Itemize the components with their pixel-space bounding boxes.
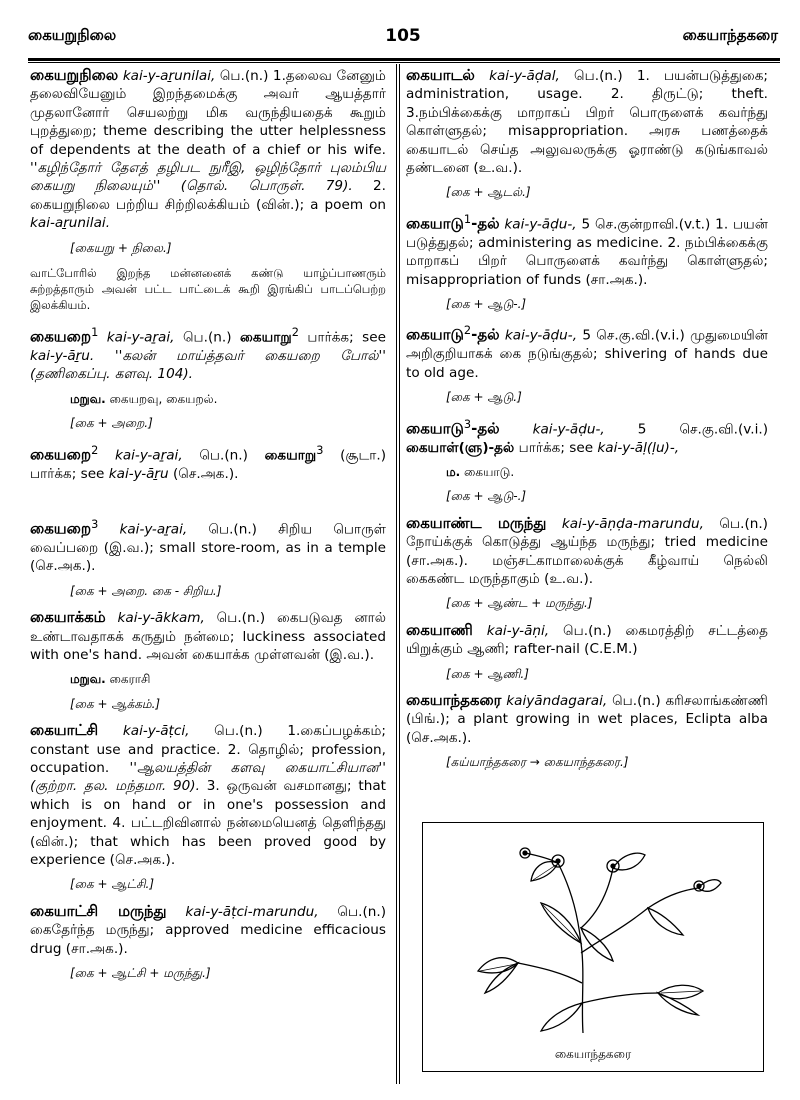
headword: கையாடு (406, 325, 464, 344)
entry-kaiyarai-1 (30, 323, 386, 384)
entry-kaiyanda-marundu (406, 514, 768, 589)
entry-kaiyarunilai (30, 66, 386, 233)
transliteration-ref: kai-y-āṟu. (30, 348, 95, 364)
synonym-label: மறுவ. (70, 391, 106, 406)
entry-kaiyarai-3 (30, 515, 386, 576)
etymology: [கை + ஆடு-.] (446, 297, 527, 311)
headword: கையறுநிலை (30, 66, 119, 84)
definition-2: 2. கையறுநிலை பற்றிய சிற்றிலக்கியம் (வின்.); a poem on (30, 178, 386, 213)
transliteration: kai-y-āṇi, (472, 622, 550, 639)
header-rule-thin (28, 62, 780, 63)
definition: பெ.(n.) கைமரத்திற் சட்டத்தை யிறுக்கும் ஆணி; rafter-nail (C.E.M.) (406, 622, 768, 658)
definition: பெ.(n.) (174, 329, 241, 346)
cross-reference-number: 2 (291, 325, 299, 340)
header-rule (28, 58, 780, 61)
transliteration: kai-y-ākkam, (105, 610, 205, 627)
homograph-number: 1 (463, 211, 472, 226)
right-column (406, 66, 768, 780)
cognate-label: ம. (446, 464, 461, 479)
headword: கையாந்தகரை (406, 690, 502, 709)
cognates (446, 463, 768, 481)
usage-note: வாட்போரில் இறந்த மன்னனைக் கண்டு யாழ்ப்பாணரும் சுற்றத்தாரும் அவன் பட்ட பாட்டைக் கூறி இரங்கிப் பாடப்பெற்ற இலக்கியம். (30, 266, 386, 313)
homograph-number: 2 (91, 442, 99, 457)
definition: பெ.(n.) (182, 447, 265, 464)
headword: கையாடல் (406, 66, 475, 84)
synonym-list: கைராசி (105, 672, 151, 687)
definition: பெ.(n.) சிறிய பொருள் வைப்பறை (இ.வ.); small store-room, as in a temple (செ.அக.). (30, 521, 386, 575)
etymology: [கை + ஆடல்.] (446, 185, 531, 200)
transliteration: kai-y-aṟunilai, (122, 68, 216, 84)
etymology: [கை + ஆக்கம்.] (70, 696, 161, 711)
cross-reference: கையாறு (264, 447, 317, 464)
transliteration: kai-y-āḍu-, (499, 327, 578, 344)
transliteration: kai-y-aṟai, (98, 329, 175, 346)
headword: கையாடு (406, 214, 464, 233)
definition-2: (சூடா.) பார்க்க; see (30, 447, 386, 482)
synonyms (70, 390, 386, 408)
headword-suffix: -தல் (471, 214, 500, 233)
etymology: [கை + ஆடு-.] (446, 489, 527, 504)
headword-suffix: -தல் (471, 325, 500, 344)
cross-reference: கையாறு (240, 329, 292, 346)
citation: ''ஆலயத்தின் களவு கையாட்சியான'' (குற்றா. தல. மந்தமா. 90). (30, 759, 386, 795)
transliteration: kai-y-āṇḍa-marundu, (546, 515, 704, 532)
entry-kaiyatci-marundu (30, 902, 386, 958)
eclipta-plant-icon (463, 833, 723, 1038)
citation: ''கழிந்தோர் தேஎத் தழிபட நுரீஇ, ஒழிந்தோர் புலம்பிய கையறு நிலையும்'' (தொல். பொருள். 79). (30, 160, 386, 195)
transliteration: kai-y-āṭci-marundu, (166, 903, 319, 920)
homograph-number: 2 (463, 323, 472, 338)
transliteration: kai-y-aṟai, (98, 521, 188, 538)
synonym-list: கையறவு, கையறல். (105, 391, 218, 406)
entry-kaiyadu-2 (406, 321, 768, 382)
headword: கையாணி (406, 620, 473, 639)
homograph-number: 3 (91, 516, 99, 531)
entry-kaiyatci (30, 721, 386, 869)
transliteration: kai-y-āḍu-, (499, 216, 577, 233)
citation: ''கலன் மாய்த்தவர் கையறை போல்'' (தணிகைப்பு. களவு. 104). (30, 348, 386, 383)
definition: பெ.(n.) 1.தலைவ னேனும் தலைவியேனும் இறந்தமைக்கு அவர் ஆயத்தார் முதலானோர் செயலற்று மிக வருந்தியதைக் கூறும் புறத்துறை; theme describing the utter helplessness of dependents at the death of a chief or his wife. (30, 68, 386, 158)
cognate-list: கையாடு. (460, 464, 515, 479)
etymology: [கை + அறை. கை - சிறிய.] (70, 583, 222, 598)
entry-kaiyadu-3 (406, 415, 768, 457)
transliteration: kaiyāndagarai, (501, 692, 608, 709)
etymology: [கை + ஆணி.] (446, 666, 529, 681)
definition: பெ.(n.) கரிசலாங்கண்ணி (பிங்.); a plant growing in wet places, Eclipta alba (செ.அக.). (406, 692, 768, 746)
plant-figure (422, 822, 764, 1072)
etymology: [கையறு + நிலை.] (70, 240, 172, 255)
definition: பெ.(n.) கைதேர்ந்த மருந்து; approved medicine efficacious drug (சா.அக.). (30, 903, 386, 957)
definition: பெ.(n.) கைபடுவத னால் உண்டாவதாகக் கருதும் நன்மை; luckiness associated with one's hand. அவன் கையாக்க முள்ளவன் (இ.வ.). (30, 610, 387, 663)
transliteration-ref: kai-y-āṟu (108, 465, 169, 482)
column-divider (396, 64, 397, 1084)
page-header (28, 26, 778, 50)
etymology: [கை + அறை.] (70, 416, 153, 431)
headword: கையாக்கம் (30, 608, 106, 627)
entry-kaiyani (406, 621, 768, 659)
entry-kaiyadal (406, 66, 768, 177)
headword: கையாடு (406, 419, 464, 438)
entry-kaiyadu-1 (406, 210, 768, 289)
headword: கையாட்சி மருந்து (30, 901, 167, 920)
left-column (30, 66, 386, 990)
column-divider-2 (399, 64, 400, 1084)
definition: 5 செ.கு.வி.(v.i.) (604, 421, 768, 438)
spacer (30, 489, 386, 515)
homograph-number: 3 (463, 416, 472, 431)
transliteration-ref: kai-aṟunilai. (30, 215, 111, 232)
cross-reference-number: 3 (316, 442, 324, 457)
etymology: [கை + ஆட்சி + மருந்து.] (70, 966, 211, 981)
definition: பெ.(n.) 1.கைப்பழக்கம்; constant use and practice. 2. தொழில்; profession, occupation. (30, 723, 387, 776)
entry-kaiyandagarai (406, 691, 768, 747)
headword: கையாண்ட மருந்து (406, 513, 547, 532)
entry-kaiyarai-2 (30, 441, 386, 483)
entry-kaiyakkam (30, 608, 386, 664)
definition: பெ.(n.) 1. பயன்படுத்துகை; administration, usage. 2. திருட்டு; theft. 3.நம்பிக்கைக்கு மாறாகப் பிறர் பொருளைக் கவர்ந்து கொள்ளுதல்; misappropriation. அரசு பணத்தைக் கையாடல் செய்த அலுவலருக்கு ஓராண்டு கடுங்காவல் தண்டனை (உ.வ.). (406, 68, 768, 177)
running-head-right: கையாந்தகரை (682, 26, 778, 44)
transliteration: kai-y-āṭci, (98, 723, 190, 740)
definition-2: பார்க்க; see (514, 439, 598, 456)
transliteration: kai-y-āḍal, (474, 68, 560, 84)
definition-3: (செ.அக.). (168, 465, 239, 482)
definition: பெ.(n.) நோய்க்குக் கொடுத்து ஆய்ந்த மருந்து; tried medicine (சா.அக.). மஞ்சட்காமாலைக்குக் கீழ்வாய் நெல்லி கைகண்ட மருந்தாகும் (உ.வ.). (406, 515, 768, 587)
running-head-left: கையறுநிலை (28, 26, 117, 44)
headword: கையறை (30, 519, 92, 538)
synonyms (70, 670, 386, 688)
synonym-label: மறுவ. (70, 672, 106, 687)
headword: கையாட்சி (30, 721, 99, 740)
homograph-number: 1 (91, 325, 99, 340)
etymology: [கை + ஆட்சி.] (70, 877, 155, 892)
definition-2: 3. ஒருவன் வசமானது; that which is on hand or in one's possession and enjoyment. 4. பட்டறிவினால் நன்மையெனத் தெளிந்தது (வின்.); that which has been proved good by experience (செ.அக.). (30, 778, 386, 868)
definition: 5 செ.குன்றாவி.(v.t.) 1. பயன் படுத்துதல்; administering as medicine. 2. நம்பிக்கைக்கு மாறாகப் பிறர் பொருளைக் கவர்ந்து கொள்ளுதல்; misappropriation of funds (சா.அக.). (406, 216, 768, 288)
definition-2: பார்க்க; see (298, 329, 386, 346)
transliteration-ref: kai-y-āḷ(ḷu)-, (597, 439, 680, 456)
figure-caption: கையாந்தகரை (554, 1047, 632, 1061)
etymology: [கய்யாந்தகரை → கையாந்தகரை.] (446, 755, 629, 770)
headword-suffix: -தல் (471, 419, 500, 438)
definition: 5 செ.கு.வி.(v.i.) முதுமையின் அறிகுறியாகக் கை நடுங்குதல்; shivering of hands due to old age. (406, 327, 768, 381)
transliteration: kai-y-aṟai, (98, 447, 183, 464)
etymology: [கை + ஆடு.] (446, 390, 522, 405)
transliteration: kai-y-āḍu-, (499, 421, 605, 438)
cross-reference: கையாள்(ளு)-தல் (406, 439, 515, 456)
headword: கையறை (30, 327, 92, 346)
etymology: [கை + ஆண்ட + மருந்து.] (446, 596, 593, 611)
headword: கையறை (30, 445, 92, 464)
page-number: 105 (385, 26, 421, 46)
